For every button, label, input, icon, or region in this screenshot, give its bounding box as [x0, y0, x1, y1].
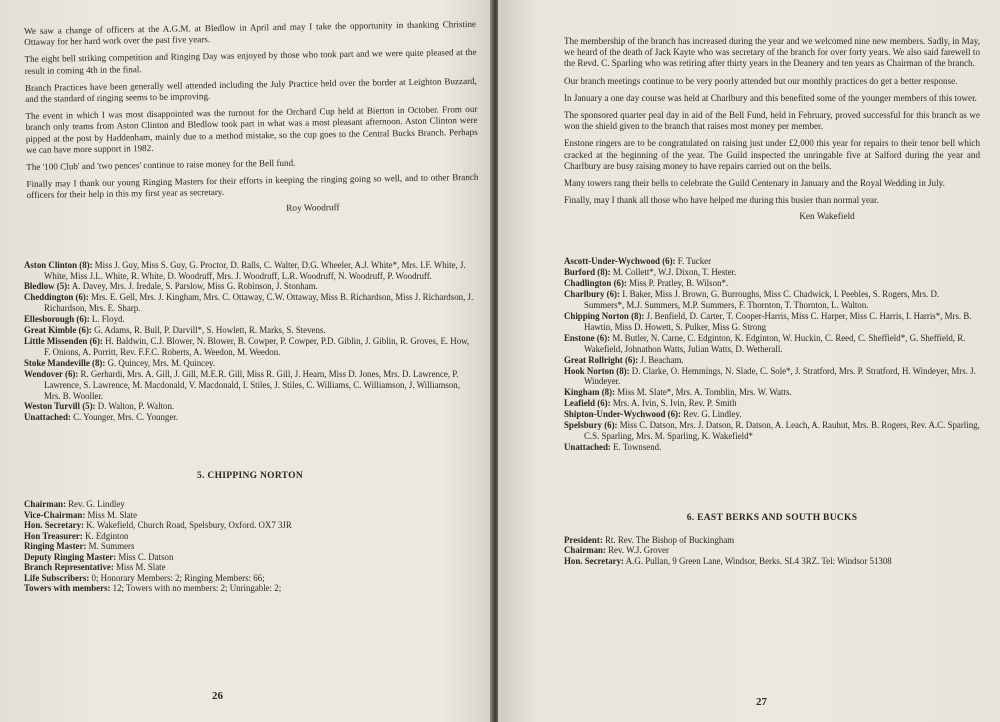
tower-members: C. Younger, Mrs. C. Younger. — [73, 412, 178, 423]
officer-role: Chairman: — [564, 545, 606, 556]
tower-members: D. Clarke, O. Hemmings, N. Slade, C. Sole*, J. Stratford, Mrs. P. Stratford, H. Windeyer, Mrs. J. Windeyer. — [584, 365, 976, 387]
tower-entry — [564, 289, 980, 311]
tower-members: L. Floyd. — [91, 314, 125, 325]
officer-row — [24, 499, 476, 510]
tower-members: M. Collett*, W.J. Dixon, T. Hester. — [612, 267, 737, 278]
tower-roster — [564, 256, 980, 452]
tower-name: Burford (8): — [564, 267, 611, 278]
tower-entry — [564, 278, 980, 289]
tower-entry — [564, 311, 980, 333]
tower-name: Ascott-Under-Wychwood (6): — [564, 256, 676, 267]
officer-value: K. Edginton — [84, 530, 129, 541]
officer-value: Rev. G. Lindley — [68, 499, 125, 510]
tower-name: Shipton-Under-Wychwood (6): — [564, 409, 681, 420]
officer-row — [24, 520, 476, 531]
paragraph: Finally, may I thank all those who have helped me during this busier than normal year. — [564, 195, 879, 206]
paragraph: Many towers rang their bells to celebrate the Guild Centenary in January and the Royal Wedding in July. — [564, 178, 945, 189]
officer-role: Hon. Secretary: — [24, 520, 84, 531]
officer-value: A.G. Pullan, 9 Green Lane, Windsor, Berks. SL4 3RZ. Tel: Windsor 51308 — [625, 555, 892, 566]
tower-name: Stoke Mandeville (8): — [24, 357, 106, 368]
page-number: 27 — [756, 696, 767, 708]
tower-entry — [24, 325, 476, 336]
officer-row — [24, 552, 476, 563]
tower-members: Miss J. Guy, Miss S. Guy, G. Proctor, D. Ralls, C. Walter, D.G. Wheeler, A.J. White*, Mrs. I.F. White, J. White, Miss J.L. White, R. White, D. Woodruff, Mrs. J. Woodruff, L.R. Woodruff, N. Woodruff, P. Woodruff. — [44, 259, 466, 281]
tower-name: Unattached: — [24, 412, 71, 423]
officer-role: Towers with members: — [24, 583, 111, 594]
tower-name: Great Kimble (6): — [24, 325, 92, 336]
officer-list — [564, 535, 980, 567]
officer-row — [24, 541, 476, 552]
tower-name: Spelsbury (6): — [564, 420, 618, 431]
section-heading: 5. CHIPPING NORTON — [197, 471, 303, 482]
page-27 — [498, 0, 1000, 722]
tower-members: G. Quincey, Mrs. M. Quincey. — [107, 357, 216, 368]
tower-members: Miss M. Slate*, Mrs. A. Tomblin, Mrs. W. Watts. — [617, 387, 792, 398]
officer-role: Hon Treasurer: — [24, 530, 83, 541]
tower-members: R. Gerhardi, Mrs. A. Gill, J. Gill, M.E.R. Gill, Miss R. Gill, J. Hearn, Miss D. Jones, Mrs. D. Lawrence, P. Lawrence, S. Lawrence, M. Macdonald, V. Macdonald, I. Stiles, J. Stiles, C. Williams, C. Williamson, J. Williamson, Mrs. B. Wooller. — [44, 368, 460, 401]
officer-role: Chairman: — [24, 499, 66, 510]
tower-members: Miss C. Datson, Mrs. J. Datson, R. Datson, A. Leach, A. Rauhut, Mrs. B. Rogers, Rev. A.C. Sparling, C.S. Sparling, Mrs. M. Sparling, K. Wakefield* — [584, 420, 980, 441]
officer-value: Rt. Rev. The Bishop of Buckingham — [605, 534, 735, 545]
paragraph: Our branch meetings continue to be very poorly attended but our monthly practices do get a better response. — [564, 75, 958, 86]
tower-name: Chadlington (6): — [564, 278, 627, 289]
signature: Roy Woodruff — [286, 202, 340, 214]
tower-entry — [24, 336, 476, 358]
tower-entry — [24, 314, 476, 325]
tower-entry — [564, 355, 980, 366]
paragraph: The membership of the branch has increased during the year and we welcomed nine new members. Sadly, in May, we heard of the death of Jack Kayte who was secretary of the branch for over forty years. We also said farewell to the Revd. C. Sparling who was retiring after thirty years in the Deanery and ten years as Chairman of the branch. — [564, 36, 980, 69]
officer-role: Life Subscribers: — [24, 572, 90, 583]
officer-value: Miss M. Slate — [87, 509, 138, 520]
officer-role: President: — [564, 534, 603, 545]
officer-row — [24, 583, 476, 594]
tower-name: Chipping Norton (8): — [564, 310, 645, 321]
section-heading: 6. EAST BERKS AND SOUTH BUCKS — [686, 512, 858, 523]
page-number: 26 — [212, 690, 223, 702]
tower-members: G. Adams, R. Bull, P. Darvill*, S. Howlett, R. Marks, S. Stevens. — [94, 325, 326, 336]
tower-entry — [564, 256, 980, 267]
signature: Ken Wakefield — [799, 212, 855, 223]
tower-name: Ellesborough (6): — [24, 314, 90, 325]
tower-members: J. Benfield, D. Carter, T. Cooper-Harris, Miss C. Harper, Miss C. Harris, I. Harris*, Mrs. B. Hawtin, Miss D. Howett, S. Pulker, Miss G. Strong — [584, 310, 972, 332]
tower-name: Hook Norton (8): — [564, 365, 630, 376]
tower-name: Kingham (8): — [564, 387, 616, 398]
tower-members: F. Tucker — [677, 256, 712, 267]
tower-entry — [564, 409, 980, 420]
tower-entry — [564, 398, 980, 409]
report-text — [564, 36, 980, 222]
page-26 — [0, 0, 492, 722]
tower-members: Mrs. E. Gell, Mrs. J. Kingham, Mrs. C. Ottaway, C.W. Ottaway, Miss B. Richardson, Miss J. Richardson, J. Richardson, Mrs. E. Sharp. — [44, 292, 474, 314]
officer-value: 0; Honorary Members: 2; Ringing Members: 66; — [91, 572, 265, 583]
tower-entry — [24, 401, 476, 412]
tower-name: Enstone (6): — [564, 332, 611, 343]
paragraph: The '100 Club' and 'two pences' continue to raise money for the Bell fund. — [26, 157, 296, 173]
tower-name: Great Rollright (6): — [564, 354, 639, 365]
paragraph: Enstone ringers are to be congratulated on raising just under £2,000 this year for repairs to their tenor bell which cracked at the beginning of the year. The Guild inspected the unringable five at Salford during the year and Charlbury are busy raising money to have repairs carried out on the bells. — [564, 138, 980, 171]
paragraph: The eight bell striking competition and Ringing Day was enjoyed by those who took part and we were quite pleased at the result in coming 4th in the final. — [24, 47, 477, 76]
tower-name: Unattached: — [564, 441, 611, 452]
tower-name: Little Missenden (6): — [24, 335, 103, 346]
officer-role: Ringing Master: — [24, 541, 87, 552]
officer-value: 12; Towers with no members: 2; Unringable: 2; — [112, 583, 282, 594]
tower-entry — [564, 267, 980, 278]
tower-members: A. Davey, Mrs. J. Iredale, S. Parslow, Miss G. Robinson, J. Stonham. — [71, 281, 318, 292]
officer-row — [564, 535, 980, 546]
paragraph: We saw a change of officers at the A.G.M. at Bledlow in April and may I take the opportunity in thanking Christine Ottaway for her hard work over the past five years. — [24, 18, 477, 48]
officer-role: Vice-Chairman: — [24, 509, 86, 520]
paragraph: Finally may I thank our young Ringing Masters for their efforts in keeping the ringing going so well, and to other Branch officers for their help in this my first year as secretary. — [26, 172, 479, 201]
tower-entry — [564, 366, 980, 388]
officer-value: Miss M. Slate — [116, 562, 166, 573]
tower-name: Weston Turvill (5): — [24, 401, 96, 412]
tower-members: E. Townsend. — [613, 441, 662, 452]
tower-name: Charlbury (6): — [564, 289, 620, 300]
officer-value: K. Wakefield, Church Road, Spelsbury, Oxford. OX7 3JR — [86, 520, 292, 531]
tower-members: Miss P. Pratley, B. Wilson*. — [629, 278, 729, 289]
officer-list — [24, 499, 476, 594]
officer-row — [24, 531, 476, 542]
paragraph: The event in which I was most disappointed was the turnout for the Orchard Cup held at Bierton in October. From our branch only teams from Aston Clinton and Bledlow took part in what was a most pleasant afternoon. Aston Clinton were pipped at the post by Haddenham, mainly due to a method mistake, so the cup goes to the Central Bucks Branch. Perhaps we can have more support in 1982. — [25, 104, 478, 155]
officer-role: Deputy Ringing Master: — [24, 551, 117, 562]
officer-row — [24, 562, 476, 573]
officer-role: Hon. Secretary: — [564, 555, 624, 566]
officer-value: Miss C. Datson — [118, 551, 174, 562]
tower-members: Rev. G. Lindley. — [683, 409, 742, 420]
tower-entry — [24, 292, 476, 314]
tower-entry — [564, 442, 980, 453]
tower-name: Leafield (6): — [564, 398, 611, 409]
tower-entry — [24, 369, 476, 402]
officer-row — [24, 573, 476, 584]
tower-name: Wendover (6): — [24, 368, 79, 379]
tower-members: I. Baker, Miss J. Brown, G. Burroughs, Miss C. Chadwick, I. Peebles, S. Rogers, Mrs. D. Summers*, M.J. Summers, M.P. Summers, F. Thornton, T. Thornton, L. Walton. — [584, 289, 940, 311]
tower-entry — [564, 420, 980, 442]
tower-entry — [24, 358, 476, 369]
tower-entry — [24, 412, 476, 423]
officer-value: M. Summers — [88, 541, 135, 552]
tower-entry — [564, 387, 980, 398]
tower-members: H. Baldwin, C.J. Blower, N. Blower, B. Cowper, P. Cowper, P.D. Giblin, J. Giblin, R. Groves, E. How, F. Onions, A. Porritt, Rev. F.F.C. Roberts, A. Weedon, M. Weedon. — [44, 335, 470, 357]
officer-row — [564, 556, 980, 567]
tower-members: M. Butler, N. Carne, C. Edginton, K. Edginton, W. Huckin, C. Reed, C. Sheffield*, G. Sheffield, R. Wakefield, Johnathon Watts, Julian Watts, D. Wetherall. — [584, 332, 966, 354]
tower-entry — [24, 281, 476, 292]
tower-members: D. Walton, P. Walton. — [97, 401, 175, 412]
tower-members: Mrs. A. Ivin, S. Ivin, Rev. P. Smith — [612, 398, 737, 409]
paragraph: In January a one day course was held at Charlbury and this benefited some of the younger members of this tower. — [564, 92, 977, 103]
tower-roster — [24, 260, 476, 424]
officer-row — [564, 545, 980, 556]
tower-name: Cheddington (6): — [24, 292, 89, 303]
tower-entry — [564, 333, 980, 355]
tower-name: Bledlow (5): — [24, 281, 71, 292]
report-text — [24, 19, 479, 218]
tower-name: Aston Clinton (8): — [24, 259, 93, 270]
officer-value: Rev. W.J. Grover — [608, 545, 669, 556]
tower-members: J. Beacham. — [640, 354, 684, 365]
officer-row — [24, 510, 476, 521]
officer-role: Branch Representative: — [24, 562, 114, 573]
tower-entry — [24, 260, 476, 282]
paragraph: The sponsored quarter peal day in aid of the Bell Fund, held in February, proved successful for this branch as we won the shield given to the branch that raises most money per member. — [564, 110, 980, 132]
paragraph: Branch Practices have been generally well attended including the July Practice held over the border at Leighton Buzzard, and the standard of ringing seems to be improving. — [24, 75, 477, 105]
